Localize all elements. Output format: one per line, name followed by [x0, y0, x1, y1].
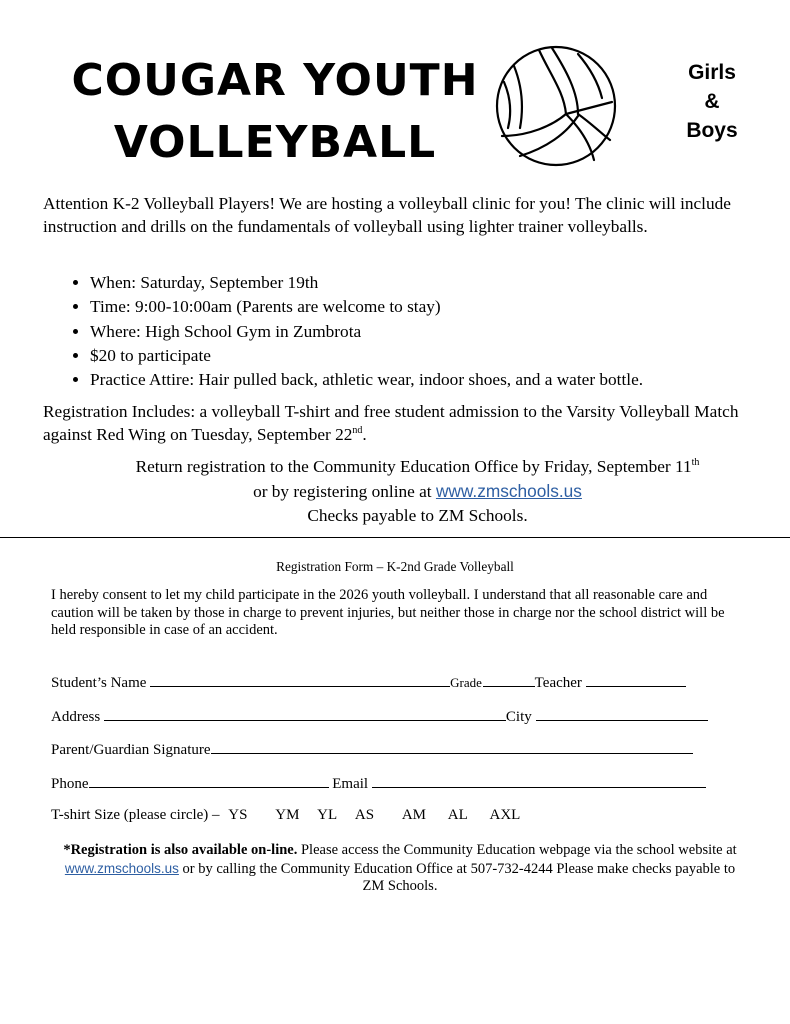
- ordinal-suffix: nd: [352, 424, 363, 436]
- student-name-label: Student’s Name: [51, 675, 147, 691]
- email-field[interactable]: [372, 773, 706, 788]
- return-line-1-text: Return registration to the Community Education Office by Friday, September 11: [135, 457, 692, 476]
- registration-includes: [43, 401, 763, 446]
- website-link[interactable]: www.zmschools.us: [435, 481, 582, 501]
- online-note-text-1: Please access the Community Education webpage via the school website at: [297, 842, 737, 858]
- audience-girls: Girls: [688, 61, 736, 84]
- email-label: Email: [332, 776, 369, 792]
- ordinal-suffix: th: [691, 457, 700, 469]
- city-label: City: [505, 709, 532, 725]
- title-line-2: VOLLEYBALL: [113, 117, 437, 168]
- website-link[interactable]: www.zmschools.us: [64, 860, 179, 876]
- address-field[interactable]: [104, 706, 506, 721]
- student-name-field[interactable]: [150, 672, 450, 687]
- signature-label: Parent/Guardian Signature: [51, 742, 211, 758]
- tshirt-size-label: T-shirt Size (please circle) –: [51, 807, 220, 823]
- tshirt-size-option[interactable]: YL: [317, 807, 338, 823]
- teacher-label: Teacher: [534, 675, 582, 691]
- registration-includes-text: Registration Includes: a volleyball T-shirt and free student admission to the Varsity Volleyball Match against Red Wing on Tuesday, September 22: [43, 402, 739, 444]
- return-line-1: [40, 455, 790, 479]
- intro-paragraph: Attention K-2 Volleyball Players! We are hosting a volleyball clinic for you! The clinic will include instruction and drills on the fundamentals of volleyball using lighter trainer volleyballs.: [43, 194, 731, 236]
- return-line-3: Checks payable to ZM Schools.: [307, 506, 528, 525]
- detail-time: • Time: 9:00-10:00am (Parents are welcome to stay): [90, 295, 790, 319]
- tshirt-size-option[interactable]: YM: [275, 807, 300, 823]
- return-info: [40, 455, 790, 528]
- signature-field[interactable]: [211, 739, 693, 754]
- return-line-2: [40, 479, 790, 504]
- tshirt-size-option[interactable]: YS: [228, 807, 248, 823]
- title-line-1: COUGAR YOUTH: [71, 55, 479, 106]
- tshirt-size-option[interactable]: AS: [354, 807, 375, 823]
- form-row-student: [51, 672, 686, 692]
- detail-when: • When: Saturday, September 19th: [90, 271, 790, 295]
- online-registration-note: [60, 842, 740, 896]
- form-row-address: [51, 706, 708, 726]
- form-row-tshirt: [51, 807, 520, 824]
- online-note-text-2: or by calling the Community Education Office at 507-732-4244 Please make checks payable to ZM Schools.: [178, 860, 736, 894]
- detail-attire: • Practice Attire: Hair pulled back, athletic wear, indoor shoes, and a water bottle.: [90, 368, 790, 392]
- city-field[interactable]: [536, 706, 708, 721]
- audience-ampersand: &: [704, 90, 720, 113]
- section-divider: [0, 537, 790, 538]
- online-note-bold: *Registration is also available on-line.: [63, 842, 298, 858]
- phone-field[interactable]: [89, 773, 329, 788]
- tshirt-size-option[interactable]: AL: [447, 807, 468, 823]
- sentence-end: .: [362, 424, 367, 444]
- grade-field[interactable]: [483, 672, 535, 687]
- return-line-2-text: or by registering online at: [253, 482, 436, 501]
- tshirt-size-option[interactable]: AM: [401, 807, 427, 823]
- audience-boys: Boys: [686, 119, 738, 142]
- consent-text: I hereby consent to let my child participate in the 2026 youth volleyball. I understand that all reasonable care and caution will be taken by those in charge to prevent injuries, but neither those in charge nor the school district will be held responsible in case of an accident.: [51, 587, 725, 638]
- grade-label: Grade: [450, 675, 482, 690]
- form-title: Registration Form – K-2nd Grade Volleyball: [276, 559, 514, 574]
- form-row-signature: [51, 739, 693, 759]
- form-row-contact: [51, 773, 706, 793]
- flyer-title: [60, 50, 490, 174]
- volleyball-icon: [494, 44, 618, 168]
- teacher-field[interactable]: [586, 672, 686, 687]
- detail-cost: • $20 to participate: [90, 344, 790, 368]
- phone-label: Phone: [51, 776, 89, 792]
- address-label: Address: [51, 709, 101, 725]
- detail-where: • Where: High School Gym in Zumbrota: [90, 320, 790, 344]
- audience-label: [672, 58, 752, 145]
- tshirt-size-option[interactable]: AXL: [489, 807, 521, 823]
- event-details-list: [43, 271, 790, 392]
